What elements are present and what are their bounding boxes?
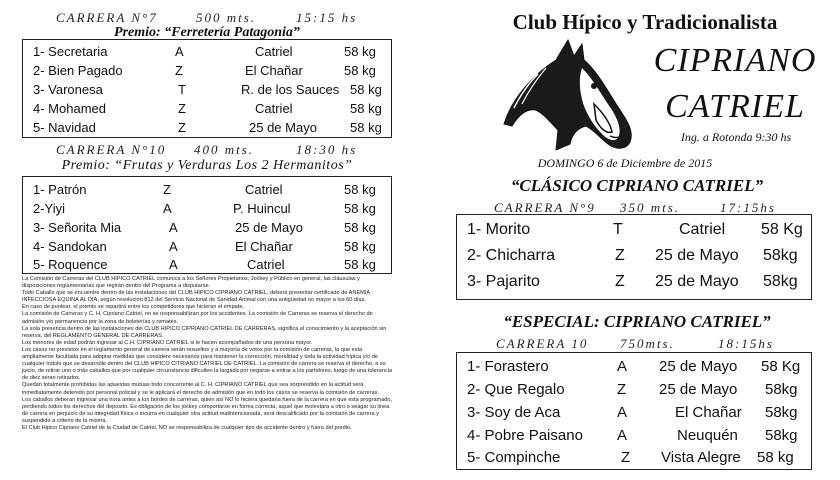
horse-name: 4- Sandokan bbox=[33, 239, 107, 254]
horse-origin: 25 de Mayo bbox=[235, 220, 303, 235]
horse-origin: Catriel bbox=[247, 257, 285, 272]
horse-origin: 25 de Mayo bbox=[659, 358, 738, 375]
event-date: DOMINGO 6 de Diciembre de 2015 bbox=[537, 156, 713, 170]
horse-weight: 58kg bbox=[765, 427, 798, 444]
horse-weight: 58 kg bbox=[350, 101, 382, 116]
horse-weight: 58 kg bbox=[344, 44, 376, 59]
horse-sex: A bbox=[617, 404, 628, 421]
special-race-number: CARRERA 10 bbox=[496, 336, 589, 351]
horse-name: 2-Yiyi bbox=[33, 201, 66, 216]
table-row bbox=[457, 381, 811, 403]
special-title: “ESPECIAL: CIPRIANO CATRIEL” bbox=[503, 312, 771, 331]
table-row bbox=[457, 358, 811, 380]
horse-origin: El Chañar bbox=[235, 239, 293, 254]
horse-sex: A bbox=[169, 257, 178, 272]
horse-sex: T bbox=[613, 221, 623, 238]
horse-sex: Z bbox=[615, 247, 625, 264]
horse-weight: 58 kg bbox=[344, 239, 376, 254]
regulation-paragraph: Los menores de edad podrán ingresar al C.H. CIPRIANO CATRIEL si le hacen acompañados de una persona mayor. bbox=[22, 339, 313, 346]
horse-name: 5- Navidad bbox=[33, 120, 96, 135]
race7-distance: 500 mts. bbox=[196, 10, 257, 25]
horse-origin: El Chañar bbox=[245, 63, 303, 78]
table-row bbox=[457, 247, 811, 269]
horse-name: 3- Señorita Mia bbox=[33, 220, 122, 235]
race10-time: 18:30 hs bbox=[296, 142, 358, 157]
horse-origin: 25 de Mayo bbox=[249, 120, 317, 135]
horse-name: 4- Pobre Paisano bbox=[467, 427, 583, 444]
regulation-paragraph: Los casos no previstos en el reglamento general de carrera serán resueltos y a mayoría de votos por la comisión de carreras, la que esta ampliamente facultada para adoptar medidas que considere necesarios para mantener la corrección, moralidad y toda la actividad hípica y/o de cualquier índole que se desarrolle dentro del CLUB HIPICO CITRIANO CATRIEL DE CATRIEL. La comisión de carrera se reserva el derecho, a su juicio, de retirar uno o más caballos que por cualquier circunstancia dificulten la largada por negarse a entrar a los partidores, luego de una tolerancia de diez seran retirados. bbox=[22, 346, 393, 382]
regulation-paragraph: La sola presencia dentro de las instalaciones del CLUB HIPICO CIPRIANO CATRIEL DE CARRERAS, significa el conocimiento y la aceptación sin reserva, del REGLAMENTO GENERAL DE CARRERAS. bbox=[22, 325, 387, 339]
classic-title: “CLÁSICO CIPRIANO CATRIEL” bbox=[510, 176, 764, 195]
horse-sex: Z bbox=[621, 449, 631, 466]
horse-name: 5- Compinche bbox=[467, 449, 561, 466]
horse-name: 3- Soy de Aca bbox=[467, 404, 561, 421]
horse-origin: Neuquén bbox=[677, 427, 738, 444]
horse-origin: Vista Alegre bbox=[661, 449, 741, 466]
horse-name: 1- Patrón bbox=[33, 182, 87, 197]
horse-head-logo bbox=[498, 34, 640, 154]
regulation-paragraph: La Comisión de Carreras del CLUB HIPICO CATRIEL comunica a los Señores Propietarios, Jockey y Público en general, las cláusulas y disposiciones reglamentarias que regirán dentro del Programa a disputarse. bbox=[22, 276, 360, 290]
horse-weight: 58 kg bbox=[757, 449, 794, 466]
regulation-paragraph: El Club Hipico Cipriano Catriel de la Ciudad de Catriel, NO se responsabiliza de cualquier tipo de accidente dentro y fuera del predio. bbox=[22, 424, 352, 431]
race10-special-header bbox=[496, 336, 816, 352]
horse-weight: 58 kg bbox=[344, 257, 376, 272]
horse-weight: 58 kg bbox=[344, 63, 376, 78]
horse-origin: P. Huincul bbox=[233, 201, 291, 216]
race7-table bbox=[22, 39, 392, 138]
horse-sex: Z bbox=[178, 120, 186, 135]
horse-name: 5- Roquence bbox=[33, 257, 108, 272]
horse-weight: 58 Kg bbox=[761, 358, 801, 375]
race10-distance: 400 mts. bbox=[194, 142, 255, 157]
regulations-text bbox=[22, 276, 394, 432]
regulation-paragraph: Quedan totalmente prohibidas las apuestas mutuas todo concurrente al C. H. CIPRIANO CATRIEL que sea sorprendido en la actitud será inmediatamente detenido por personal policial y se le aplicará el derecho de admisión que en todo los casos se reserva la comisión de carreras. bbox=[22, 382, 379, 396]
horse-weight: 58 Kg bbox=[761, 221, 803, 238]
regulation-paragraph: Todo Caballo que se encuentre dentro de las instalaciones del CLUB HIPICO CIPRIANO CATRIEL, deberá presentar certificado de ANEMIA INFECCIOSA EQUINA AL DIA, según resolución 812 del Servicio Nacional de Sanidad Animal con una antigüedad no mayor a los 60 días. bbox=[22, 290, 370, 304]
horse-sex: A bbox=[175, 44, 184, 59]
race10-prize: Premio: “Frutas y Verduras Los 2 Hermanitos” bbox=[61, 158, 353, 173]
table-row bbox=[23, 182, 391, 200]
table-row bbox=[457, 273, 811, 295]
table-row bbox=[23, 220, 391, 238]
horse-weight: 58 kg bbox=[350, 120, 382, 135]
horse-sex: Z bbox=[175, 63, 183, 78]
horse-weight: 58kg bbox=[765, 381, 798, 398]
location-time: Ing. a Rotonda 9:30 hs bbox=[680, 130, 792, 144]
horse-name: 4- Mohamed bbox=[33, 101, 106, 116]
horse-origin: Catriel bbox=[245, 182, 283, 197]
table-row bbox=[23, 257, 391, 275]
horse-origin: 25 de Mayo bbox=[655, 273, 739, 290]
horse-weight: 58 kg bbox=[344, 182, 376, 197]
table-row bbox=[457, 427, 811, 449]
race7-prize: Premio: “Ferretería Patagonia” bbox=[114, 25, 300, 40]
table-row bbox=[457, 221, 811, 243]
horse-sex: T bbox=[178, 82, 186, 97]
race9-time: 17:15hs bbox=[720, 200, 776, 215]
horse-name: 2- Bien Pagado bbox=[33, 63, 123, 78]
horse-weight: 58 kg bbox=[344, 220, 376, 235]
table-row bbox=[457, 449, 811, 471]
horse-sex: A bbox=[617, 427, 628, 444]
horse-origin: R. de los Sauces bbox=[241, 82, 340, 97]
race9-distance: 350 mts. bbox=[620, 200, 681, 215]
horse-name: 2- Chicharra bbox=[467, 247, 556, 264]
horse-weight: 58kg bbox=[763, 273, 798, 290]
regulation-paragraph: Los caballos deberan ingresar una hora antes a los bordes de carreras, quien así NO lo hiciera quedaria fuera de la carrera en que esta programado, perdiendo todos los derechos del deposito. Es obligación de los jockey comportarse en forma correcta, aquel que molestara a otro o seagar su linea de carrera en perjuicio de su integridad física o incurra en cualquier otra actitud malintencionada, será descalificado por la comisión de carrera y suspendido a criterio de la misma. bbox=[22, 396, 393, 424]
race9-table bbox=[456, 214, 812, 300]
horse-origin: 25 de Mayo bbox=[655, 247, 739, 264]
race7-number: CARRERA N°7 bbox=[56, 10, 158, 25]
club-title: Club Hípico y Tradicionalista bbox=[512, 10, 778, 34]
race10-table bbox=[22, 176, 392, 274]
race10-number: CARRERA N°10 bbox=[56, 142, 167, 157]
horse-sex: Z bbox=[178, 101, 186, 116]
regulation-paragraph: En caso de puntear, el premio se repartirá entre los competidores que hicieran el empate. bbox=[22, 304, 245, 311]
horse-sex: A bbox=[169, 239, 178, 254]
race7-header bbox=[56, 10, 396, 26]
horse-origin: 25 de Mayo bbox=[659, 381, 738, 398]
race9-number: CARRERA N°9 bbox=[494, 200, 596, 215]
horse-name: 1- Secretaria bbox=[33, 44, 108, 59]
table-row bbox=[457, 404, 811, 426]
horse-sex: A bbox=[163, 201, 172, 216]
horse-weight: 58 kg bbox=[350, 82, 382, 97]
table-row bbox=[23, 239, 391, 257]
horse-sex: A bbox=[169, 220, 178, 235]
horse-origin: Catriel bbox=[255, 101, 293, 116]
horse-origin: El Chañar bbox=[675, 404, 742, 421]
horse-sex: A bbox=[617, 358, 628, 375]
horse-weight: 58kg bbox=[763, 247, 798, 264]
horse-name: 3- Pajarito bbox=[467, 273, 540, 290]
race10-header bbox=[56, 142, 396, 158]
horse-name: 1- Forastero bbox=[467, 358, 549, 375]
horse-sex: Z bbox=[163, 182, 171, 197]
horse-name: 3- Varonesa bbox=[33, 82, 103, 97]
table-row bbox=[23, 101, 391, 119]
horse-sex: Z bbox=[617, 381, 627, 398]
event-name-line1: CIPRIANO bbox=[653, 42, 817, 79]
horse-name: 2- Que Regalo bbox=[467, 381, 565, 398]
event-name-line2: CATRIEL bbox=[665, 88, 805, 125]
special-race-distance: 750mts. bbox=[620, 336, 675, 351]
horse-name: 1- Morito bbox=[467, 221, 531, 238]
horse-sex: Z bbox=[615, 273, 625, 290]
table-row bbox=[23, 201, 391, 219]
horse-origin: Catriel bbox=[679, 221, 726, 238]
special-race-table bbox=[456, 352, 812, 470]
special-race-time: 18:15hs bbox=[718, 336, 774, 351]
table-row bbox=[23, 82, 391, 100]
table-row bbox=[23, 120, 391, 138]
table-row bbox=[23, 63, 391, 81]
race7-time: 15:15 hs bbox=[296, 10, 358, 25]
table-row bbox=[23, 44, 391, 62]
horse-weight: 58kg bbox=[765, 404, 798, 421]
regulation-paragraph: La comisión de Carreras y C. H. Cipriano Catriel, no se responsabilizan por los accidentes. La comisión de Carreras se reserva el derecho de admisión y/o permanencia por la zona de boleterías y remates. bbox=[22, 311, 373, 325]
horse-origin: Catriel bbox=[255, 44, 293, 59]
horse-weight: 58 kg bbox=[344, 201, 376, 216]
